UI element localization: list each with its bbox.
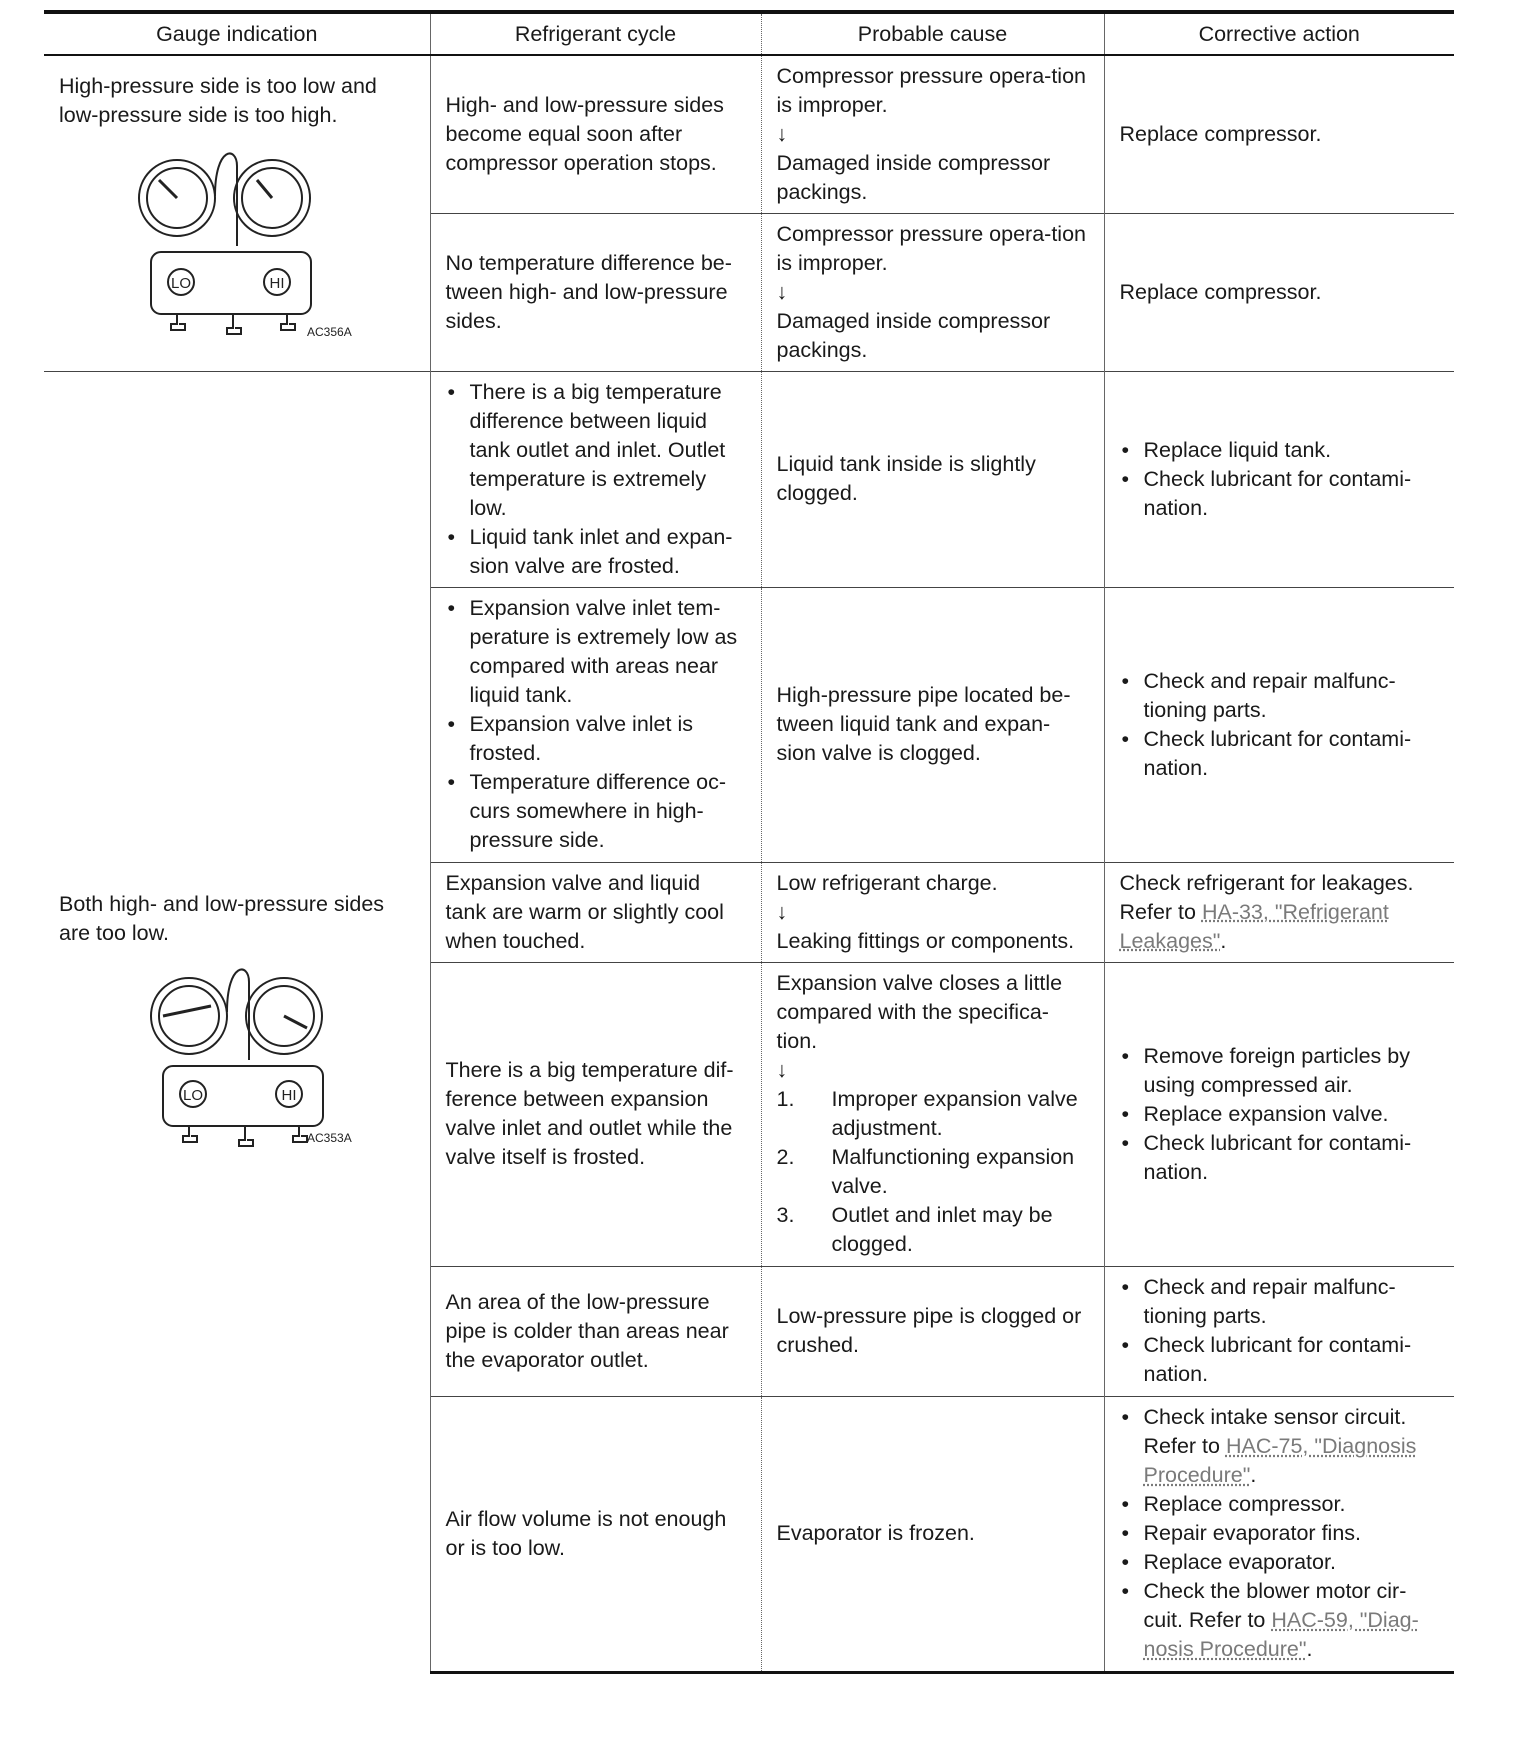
list-item: • Temperature difference oc-curs somewhere in high-pressure side. bbox=[446, 768, 747, 855]
figure-code: AC356A bbox=[307, 325, 352, 339]
probable-cause-cell: Compressor pressure opera-tion is improper. ↓ Damaged inside compressor packings. bbox=[761, 55, 1104, 213]
list-item: • Replace expansion valve. bbox=[1120, 1100, 1441, 1129]
header-gauge-indication: Gauge indication bbox=[44, 12, 430, 55]
list-item: • Check lubricant for contami-nation. bbox=[1120, 1331, 1441, 1389]
trouble-diagnosis-sheet bbox=[44, 10, 1454, 1674]
list-item: • Check the blower motor cir-cuit. Refer to HAC-59, "Diag-nosis Procedure". bbox=[1120, 1577, 1441, 1664]
probable-cause-cell: High-pressure pipe located be-tween liquid tank and expan-sion valve is clogged. bbox=[761, 587, 1104, 862]
refrigerant-cycle-cell: An area of the low-pressure pipe is colder than areas near the evaporator outlet. bbox=[430, 1266, 761, 1396]
header-refrigerant-cycle: Refrigerant cycle bbox=[430, 12, 761, 55]
corrective-action-cell bbox=[1104, 587, 1454, 862]
hi-label: HI bbox=[269, 275, 285, 292]
list-item: • Check lubricant for contami-nation. bbox=[1120, 725, 1441, 783]
list-item: • Replace evaporator. bbox=[1120, 1548, 1441, 1577]
list-item: • Check and repair malfunc-tioning parts. bbox=[1120, 1273, 1441, 1331]
corrective-action-cell: Check refrigerant for leakages. Refer to HA-33, "Refrigerant Leakages". bbox=[1104, 862, 1454, 962]
header-row bbox=[44, 12, 1454, 55]
corrective-action-cell bbox=[1104, 962, 1454, 1266]
manifold-gauge-icon bbox=[137, 136, 357, 346]
list-item: • Check lubricant for contami-nation. bbox=[1120, 465, 1441, 523]
list-item: 3. Outlet and inlet may be clogged. bbox=[776, 1203, 1053, 1256]
refrigerant-cycle-cell bbox=[430, 371, 761, 587]
list-item: 2. Malfunctioning expansion valve. bbox=[776, 1145, 1075, 1198]
refrigerant-cycle-cell bbox=[430, 587, 761, 862]
gauge-indication-text: Both high- and low-pressure sides are too low. bbox=[59, 891, 385, 945]
list-item: • Remove foreign particles by using compressed air. bbox=[1120, 1042, 1441, 1100]
list-item: • Check lubricant for contami-nation. bbox=[1120, 1129, 1441, 1187]
list-item: • Expansion valve inlet is frosted. bbox=[446, 710, 747, 768]
list-item: • There is a big temperature difference between liquid tank outlet and inlet. Outlet temperature is extremely low. bbox=[446, 378, 747, 523]
probable-cause-cell: Expansion valve closes a little compared with the specifica-tion. ↓ 1. Improper expansion valve adjustment. 2. Malfunctioning expansion valve. 3. Outlet and inlet may be clogged. bbox=[761, 962, 1104, 1266]
diagnosis-procedure-link[interactable]: HAC-75, "Diagnosis Procedure" bbox=[1143, 1434, 1417, 1487]
list-item: • Replace liquid tank. bbox=[1120, 436, 1441, 465]
lo-label: LO bbox=[170, 275, 192, 292]
corrective-action-cell bbox=[1104, 1396, 1454, 1672]
refrigerant-cycle-cell: There is a big temperature dif-ference between expansion valve inlet and outlet while the valve itself is frosted. bbox=[430, 962, 761, 1266]
refrigerant-cycle-cell: Expansion valve and liquid tank are warm or slightly cool when touched. bbox=[430, 862, 761, 962]
gauge-indication-cell bbox=[44, 371, 430, 1672]
probable-cause-cell: Liquid tank inside is slightly clogged. bbox=[761, 371, 1104, 587]
refrigerant-leakages-link[interactable]: HA-33, "Refrigerant Leakages" bbox=[1119, 899, 1389, 953]
list-item: • Replace compressor. bbox=[1120, 1490, 1441, 1519]
table-row bbox=[44, 55, 1454, 213]
probable-cause-cell: Evaporator is frozen. bbox=[761, 1396, 1104, 1672]
corrective-action-cell: Replace compressor. bbox=[1104, 55, 1454, 213]
gauge-indication-text: High-pressure side is too low and low-pressure side is too high. bbox=[59, 74, 377, 127]
probable-cause-cell: Compressor pressure opera-tion is improper. ↓ Damaged inside compressor packings. bbox=[761, 213, 1104, 371]
list-item: • Check and repair malfunc-tioning parts. bbox=[1120, 667, 1441, 725]
trouble-diagnosis-table bbox=[44, 10, 1454, 1674]
manifold-gauge-icon bbox=[149, 954, 369, 1154]
table-row bbox=[44, 371, 1454, 587]
list-item: • Repair evaporator fins. bbox=[1120, 1519, 1441, 1548]
refrigerant-cycle-cell: No temperature difference be-tween high- and low-pressure sides. bbox=[430, 213, 761, 371]
corrective-action-cell: Replace compressor. bbox=[1104, 213, 1454, 371]
lo-label: LO bbox=[182, 1086, 204, 1104]
corrective-action-cell bbox=[1104, 371, 1454, 587]
list-item: • Check intake sensor circuit. Refer to HAC-75, "Diagnosis Procedure". bbox=[1120, 1403, 1441, 1490]
gauge-indication-cell bbox=[44, 55, 430, 371]
list-item: • Liquid tank inlet and expan-sion valve are frosted. bbox=[446, 523, 747, 581]
list-item: • Expansion valve inlet tem-perature is extremely low as compared with areas near liquid tank. bbox=[446, 594, 747, 710]
header-probable-cause: Probable cause bbox=[761, 12, 1104, 55]
refrigerant-cycle-cell: Air flow volume is not enough or is too low. bbox=[430, 1396, 761, 1672]
refrigerant-cycle-cell: High- and low-pressure sides become equal soon after compressor operation stops. bbox=[430, 55, 761, 213]
header-corrective-action: Corrective action bbox=[1104, 12, 1454, 55]
list-item: 1. Improper expansion valve adjustment. bbox=[776, 1087, 1078, 1140]
figure-code: AC353A bbox=[307, 1130, 352, 1145]
diagnosis-procedure-link[interactable]: HAC-59, "Diag-nosis Procedure" bbox=[1143, 1608, 1419, 1661]
hi-label: HI bbox=[281, 1086, 297, 1104]
corrective-action-cell bbox=[1104, 1266, 1454, 1396]
probable-cause-cell: Low refrigerant charge. ↓ Leaking fittings or components. bbox=[761, 862, 1104, 962]
probable-cause-cell: Low-pressure pipe is clogged or crushed. bbox=[761, 1266, 1104, 1396]
